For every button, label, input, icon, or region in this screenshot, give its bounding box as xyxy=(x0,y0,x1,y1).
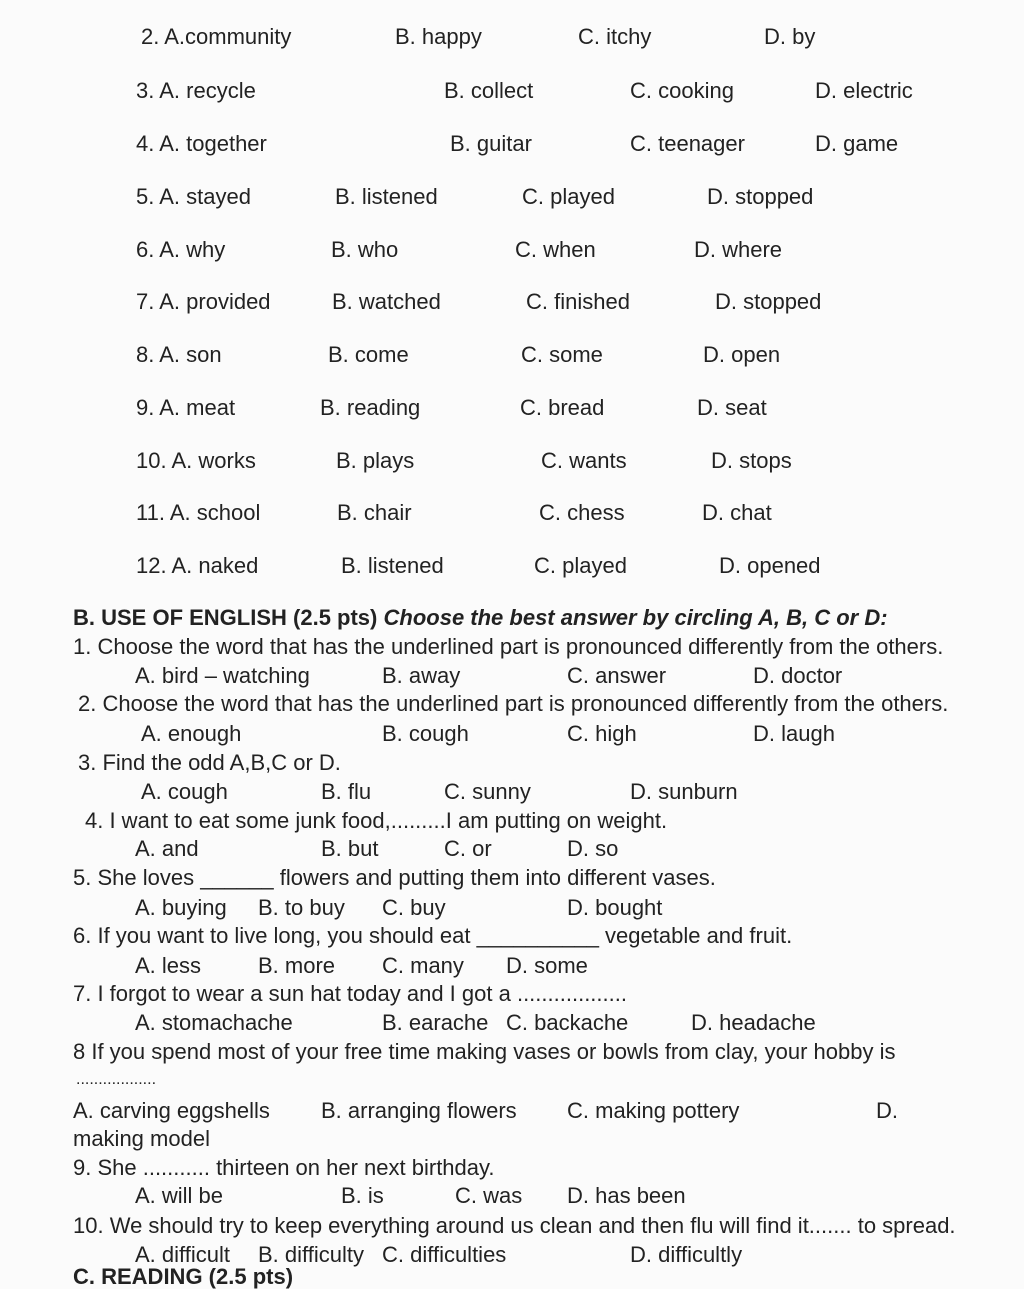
answer-a: A. bird – watching xyxy=(135,663,310,688)
option-c: C. bread xyxy=(520,395,605,420)
option-c: C. when xyxy=(515,237,596,262)
answer-c: C. many xyxy=(382,953,464,978)
question-8: 8 If you spend most of your free time making vases or bowls from clay, your hobby is xyxy=(73,1039,896,1064)
answer-a: A. carving eggshells xyxy=(73,1098,270,1123)
answer-b: B. away xyxy=(382,663,461,688)
answer-a: A. less xyxy=(135,953,202,978)
option-b: B. come xyxy=(328,342,409,367)
option-b: B. collect xyxy=(444,78,534,103)
question-4: 4. I want to eat some junk food,.........I am putting on weight. xyxy=(85,808,668,833)
option-c: C. some xyxy=(521,342,603,367)
question-1: 1. Choose the word that has the underlined part is pronounced differently from the others. xyxy=(73,634,944,659)
answer-d: D. laugh xyxy=(753,721,835,746)
option-c: C. played xyxy=(534,553,627,578)
answer-b: B. difficulty xyxy=(258,1242,364,1267)
option-a: 7. A. provided xyxy=(136,289,271,314)
answer-b: B. earache xyxy=(382,1010,489,1035)
answer-c: C. difficulties xyxy=(382,1242,507,1267)
answer-d: D. headache xyxy=(691,1010,816,1035)
answer-d: D. some xyxy=(506,953,588,978)
option-a: 5. A. stayed xyxy=(136,184,251,209)
answer-d: D. bought xyxy=(567,895,663,920)
answer-d: D. doctor xyxy=(753,663,843,688)
answer-d: D. so xyxy=(567,836,619,861)
option-a: 10. A. works xyxy=(136,448,256,473)
option-b: B. who xyxy=(331,237,399,262)
option-b: B. listened xyxy=(341,553,444,578)
answer-c: C. buy xyxy=(382,895,446,920)
option-b: B. chair xyxy=(337,500,412,525)
answer-b: B. arranging flowers xyxy=(321,1098,517,1123)
answer-c: C. sunny xyxy=(444,779,531,804)
option-a: 9. A. meat xyxy=(136,395,236,420)
option-d: D. seat xyxy=(697,395,767,420)
answer-d-continued: making model xyxy=(73,1126,210,1151)
option-d: D. electric xyxy=(815,78,913,103)
option-c: C. teenager xyxy=(630,131,745,156)
option-b: B. watched xyxy=(332,289,441,314)
option-b: B. guitar xyxy=(450,131,532,156)
answer-c: C. high xyxy=(567,721,637,746)
option-d: D. opened xyxy=(719,553,821,578)
option-c: C. finished xyxy=(526,289,630,314)
question-10: 10. We should try to keep everything around us clean and then flu will find it....... to spread. xyxy=(73,1213,956,1238)
answer-a: A. stomachache xyxy=(135,1010,293,1035)
answer-b: B. but xyxy=(321,836,379,861)
answer-c: C. backache xyxy=(506,1010,629,1035)
answer-c: C. or xyxy=(444,836,492,861)
option-c: C. played xyxy=(522,184,615,209)
answer-b: B. cough xyxy=(382,721,469,746)
section-b-heading: B. USE OF ENGLISH (2.5 pts) xyxy=(73,605,378,630)
option-c: C. wants xyxy=(541,448,627,473)
answer-b: B. flu xyxy=(321,779,372,804)
question-5: 5. She loves ______ flowers and putting them into different vases. xyxy=(73,865,716,890)
option-d: D. stopped xyxy=(707,184,814,209)
option-a: 4. A. together xyxy=(136,131,267,156)
option-b: B. listened xyxy=(335,184,438,209)
option-d: D. stopped xyxy=(715,289,822,314)
option-a: 6. A. why xyxy=(136,237,226,262)
answer-a: A. cough xyxy=(141,779,228,804)
option-b: B. happy xyxy=(395,24,482,49)
answer-d: D. difficultly xyxy=(630,1242,743,1267)
question-2: 2. Choose the word that has the underlined part is pronounced differently from the others. xyxy=(78,691,949,716)
answer-b: B. more xyxy=(258,953,336,978)
option-a: 12. A. naked xyxy=(136,553,259,578)
option-d: D. stops xyxy=(711,448,792,473)
answer-a: A. buying xyxy=(135,895,227,920)
option-d: D. where xyxy=(694,237,783,262)
answer-a: A. enough xyxy=(141,721,242,746)
section-b-heading-line xyxy=(73,607,888,629)
section-c-heading: C. READING (2.5 pts) xyxy=(73,1264,294,1289)
question-9: 9. She ........... thirteen on her next birthday. xyxy=(73,1155,495,1180)
option-d: D. game xyxy=(815,131,899,156)
answer-d: D. has been xyxy=(567,1183,686,1208)
answer-b: B. is xyxy=(341,1183,384,1208)
section-b-instruction: Choose the best answer by circling A, B, C or D: xyxy=(383,605,888,630)
option-c: C. chess xyxy=(539,500,625,525)
option-a: 3. A. recycle xyxy=(136,78,256,103)
question-8-blank: .................. xyxy=(76,1071,157,1088)
answer-b: B. to buy xyxy=(258,895,345,920)
answer-a: A. difficult xyxy=(135,1242,230,1267)
answer-d: D. xyxy=(876,1098,898,1123)
answer-a: A. will be xyxy=(135,1183,224,1208)
option-b: B. reading xyxy=(320,395,421,420)
option-d: D. by xyxy=(764,24,816,49)
answer-c: C. answer xyxy=(567,663,667,688)
option-d: D. chat xyxy=(702,500,772,525)
option-c: C. cooking xyxy=(630,78,734,103)
answer-d: D. sunburn xyxy=(630,779,738,804)
answer-c: C. making pottery xyxy=(567,1098,740,1123)
option-b: B. plays xyxy=(336,448,415,473)
question-6: 6. If you want to live long, you should eat __________ vegetable and fruit. xyxy=(73,923,793,948)
question-3: 3. Find the odd A,B,C or D. xyxy=(78,750,341,775)
option-a: 8. A. son xyxy=(136,342,222,367)
question-7: 7. I forgot to wear a sun hat today and I got a .................. xyxy=(73,981,627,1006)
option-a: 2. A.community xyxy=(141,24,292,49)
answer-c: C. was xyxy=(455,1183,523,1208)
option-c: C. itchy xyxy=(578,24,652,49)
answer-a: A. and xyxy=(135,836,199,861)
option-a: 11. A. school xyxy=(136,500,261,525)
option-d: D. open xyxy=(703,342,781,367)
